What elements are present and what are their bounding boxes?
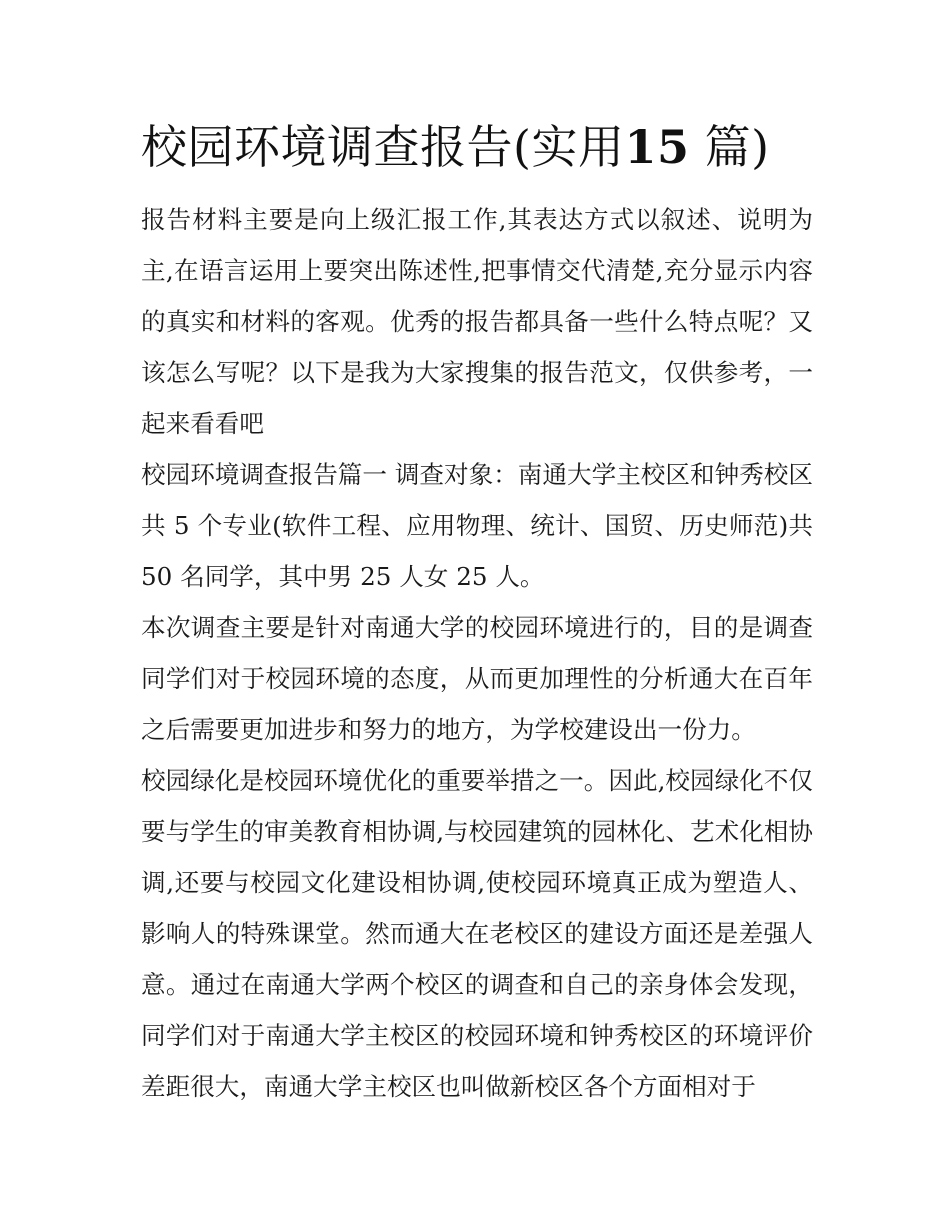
title-number: 15 — [624, 120, 690, 174]
paragraph-survey-purpose: 本次调查主要是针对南通大学的校园环境进行的，目的是调查同学们对于校园环境的态度，从而更加理性的分析通大在百年之后需要更加进步和努力的地方，为学校建设出一份力。 — [141, 613, 813, 744]
document-title — [141, 112, 813, 182]
paragraph-intro: 报告材料主要是向上级汇报工作,其表达方式以叙述、说明为主,在语言运用上要突出陈述性,把事情交代清楚,充分显示内容的真实和材料的客观。优秀的报告都具备一些什么特点呢？又该怎么写呢？以下是我为大家搜集的报告范文，仅供参考，一起来看看吧 — [141, 205, 813, 438]
title-prefix: 校园环境调查报告(实用 — [141, 120, 625, 174]
document-content — [141, 112, 813, 1112]
paragraph-survey-subjects: 校园环境调查报告篇一 调查对象：南通大学主校区和钟秀校区共 5 个专业(软件工程、应用物理、统计、国贸、历史师范)共 50 名同学，其中男 25 人女 25 人。 — [141, 460, 813, 591]
title-suffix: 篇) — [704, 120, 770, 174]
paragraph-campus-greening: 校园绿化是校园环境优化的重要举措之一。因此,校园绿化不仅要与学生的审美教育相协调,与校园建筑的园林化、艺术化相协调,还要与校园文化建设相协调,使校园环境真正成为塑造人、影响人的特殊课堂。然而通大在老校区的建设方面还是差强人意。通过在南通大学两个校区的调查和自己的亲身体会发现，同学们对于南通大学主校区的校园环境和钟秀校区的环境评价差距很大，南通大学主校区也叫做新校区各个方面相对于 — [141, 766, 813, 1101]
